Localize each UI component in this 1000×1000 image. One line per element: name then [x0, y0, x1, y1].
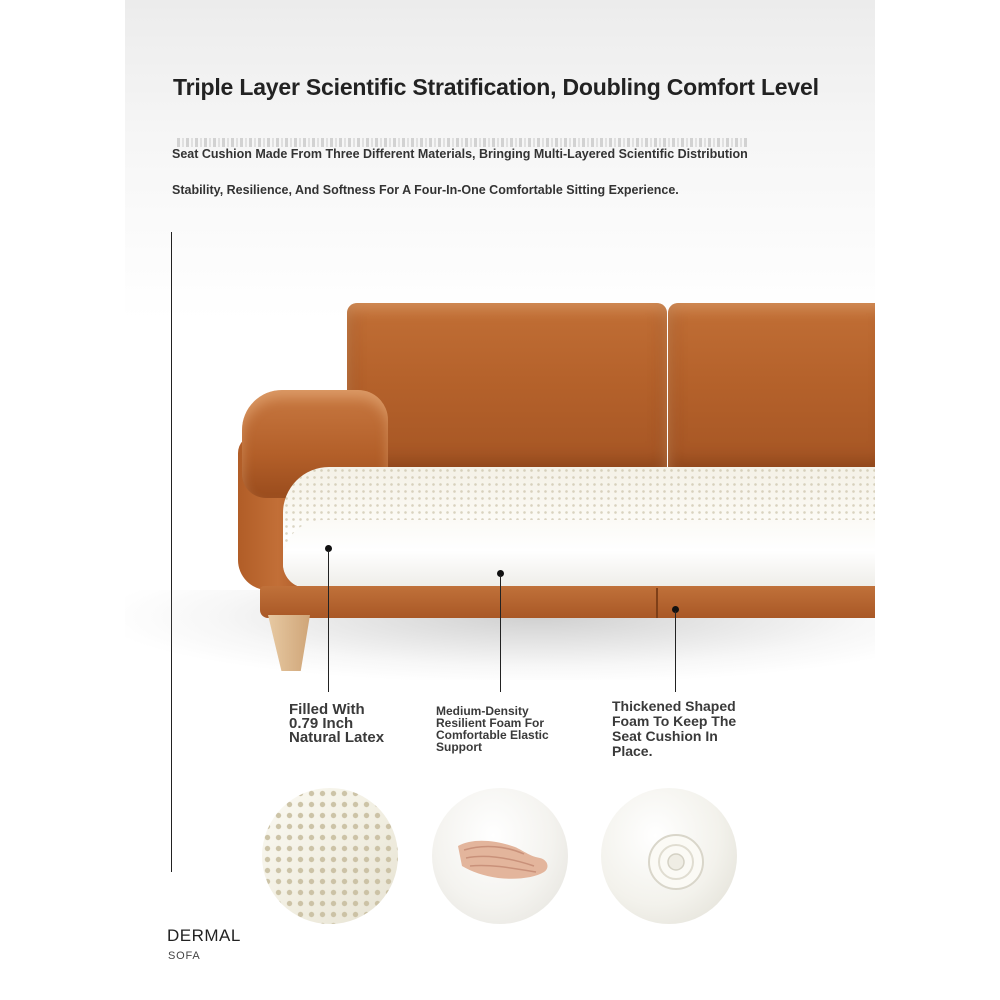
callout-line-shaped-foam [675, 611, 676, 692]
vertical-rule [171, 232, 172, 872]
foam-cushion-layer [283, 520, 875, 588]
sofa-back-cushion-left [347, 303, 667, 473]
callout-line-foam [500, 575, 501, 692]
brand-name: DERMAL [167, 926, 241, 945]
callout-latex-label: Filled With 0.79 Inch Natural Latex [289, 701, 385, 746]
description-line-1: Seat Cushion Made From Three Different Materials, Bringing Multi-Layered Scientific Distribution [172, 147, 748, 161]
brand-subtitle: SOFA [168, 950, 201, 962]
base-seam [656, 588, 658, 618]
hand-icon [454, 828, 552, 886]
blurred-text-strip [177, 138, 747, 147]
sofa-back-cushion-right [668, 303, 875, 473]
description-line-2: Stability, Resilience, And Softness For A Four-In-One Comfortable Sitting Experience. [172, 183, 679, 197]
callout-shaped-foam-label: Thickened Shaped Foam To Keep The Seat Cushion In Place. [612, 698, 737, 759]
sofa-base-frame [260, 586, 875, 618]
callout-line-latex [328, 550, 329, 692]
latex-closeup-image [262, 788, 398, 924]
hand-press-foam-image [432, 788, 568, 924]
banner-title: Triple Layer Scientific Stratification, Doubling Comfort Level [173, 74, 819, 100]
foam-roll-icon [641, 826, 711, 896]
shaped-foam-roll-image [601, 788, 737, 924]
product-banner [125, 0, 875, 1000]
callout-foam-label: Medium-Density Resilient Foam For Comfortable Elastic Support [436, 704, 549, 754]
